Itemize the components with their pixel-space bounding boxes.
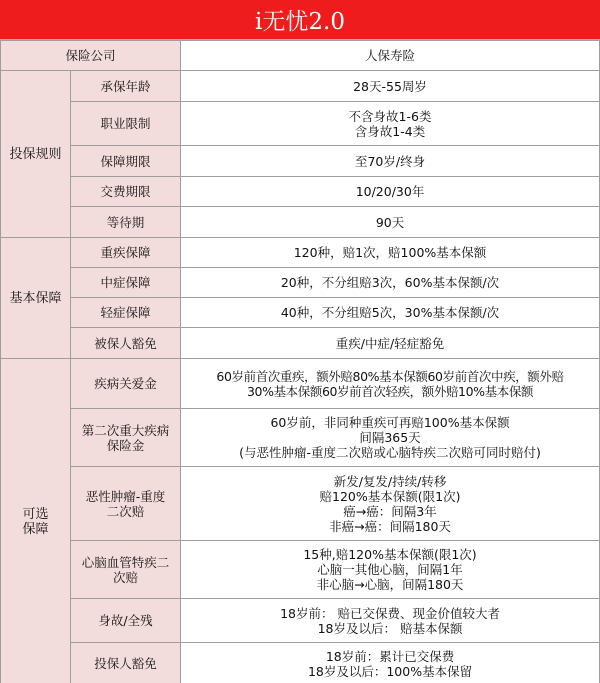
row-value: 15种,赔120%基本保额(限1次) 心脑一其他心脑，间隔1年 非心脑→心脑，间隔180天	[181, 541, 600, 599]
section-label-underwriting: 投保规则	[1, 71, 71, 238]
section-label-optional: 可选 保障	[1, 359, 71, 683]
table-row	[1, 643, 600, 683]
table-row	[1, 268, 600, 298]
row-value: 18岁前： 赔已交保费、现金价值较大者 18岁及以后： 赔基本保额	[181, 599, 600, 643]
table-row	[1, 207, 600, 238]
row-value: 40种，不分组赔5次，30%基本保额/次	[181, 298, 600, 328]
row-label: 投保人豁免	[71, 643, 181, 683]
row-value: 120种，赔1次，赔100%基本保额	[181, 238, 600, 268]
row-label: 身故/全残	[71, 599, 181, 643]
table-row	[1, 102, 600, 146]
row-value: 90天	[181, 207, 600, 238]
row-label: 职业限制	[71, 102, 181, 146]
row-label: 第二次重大疾病 保险金	[71, 409, 181, 467]
row-label: 心脑血管特疾二 次赔	[71, 541, 181, 599]
row-label: 恶性肿瘤-重度 二次赔	[71, 467, 181, 541]
row-value: 重疾/中症/轻症豁免	[181, 328, 600, 359]
row-value: 28天-55周岁	[181, 71, 600, 102]
table-row	[1, 409, 600, 467]
row-value: 至70岁/终身	[181, 146, 600, 177]
company-label: 保险公司	[1, 41, 181, 71]
table-row	[1, 41, 600, 71]
row-label: 等待期	[71, 207, 181, 238]
row-label: 重疾保障	[71, 238, 181, 268]
row-value: 不含身故1-6类 含身故1-4类	[181, 102, 600, 146]
row-value: 10/20/30年	[181, 177, 600, 207]
sheet-title: i无忧2.0	[0, 0, 600, 40]
table-row	[1, 146, 600, 177]
table-row	[1, 238, 600, 268]
row-label: 被保人豁免	[71, 328, 181, 359]
table-row	[1, 541, 600, 599]
table-row	[1, 328, 600, 359]
company-value: 人保寿险	[181, 41, 600, 71]
table-row	[1, 467, 600, 541]
row-label: 疾病关爱金	[71, 359, 181, 409]
row-value: 20种，不分组赔3次，60%基本保额/次	[181, 268, 600, 298]
row-label: 交费期限	[71, 177, 181, 207]
table-row	[1, 359, 600, 409]
row-value: 60岁前首次重疾，额外赔80%基本保额60岁前首次中疾，额外赔 30%基本保额60岁前首次轻疾，额外赔10%基本保额	[181, 359, 600, 409]
row-label: 中症保障	[71, 268, 181, 298]
table-row	[1, 71, 600, 102]
row-value: 新发/复发/持续/转移 赔120%基本保额(限1次) 癌→癌：间隔3年 非癌→癌：间隔180天	[181, 467, 600, 541]
insurance-table	[0, 40, 600, 683]
table-row	[1, 599, 600, 643]
row-value: 60岁前，非同种重疾可再赔100%基本保额 间隔365天 (与恶性肿瘤-重度二次赔或心脑特疾二次赔可同时赔付)	[181, 409, 600, 467]
row-label: 轻症保障	[71, 298, 181, 328]
row-label: 保障期限	[71, 146, 181, 177]
table-row	[1, 298, 600, 328]
row-label: 承保年龄	[71, 71, 181, 102]
row-value: 18岁前：累计已交保费 18岁及以后：100%基本保留	[181, 643, 600, 683]
section-label-basic: 基本保障	[1, 238, 71, 359]
table-row	[1, 177, 600, 207]
